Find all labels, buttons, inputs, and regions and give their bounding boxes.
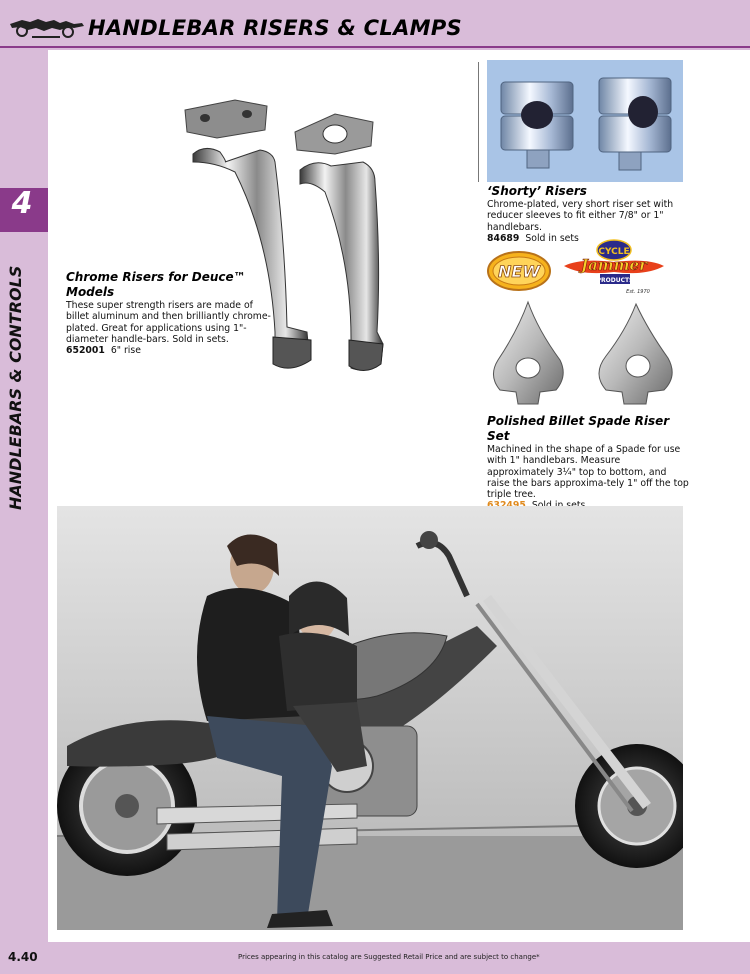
- brand-est-text: Est. 1970: [626, 289, 650, 295]
- shorty-risers-title: ‘Shorty’ Risers: [487, 184, 587, 198]
- shorty-risers-description: Chrome-plated, very short riser set with reducer sleeves to fit either 7/8" or 1" handlebars.: [487, 199, 674, 233]
- shorty-risers-sku-note: Sold in sets: [525, 232, 579, 244]
- page-title: HANDLEBAR RISERS & CLAMPS: [88, 16, 462, 40]
- chrome-risers-sku-note: 6" rise: [110, 345, 141, 357]
- spade-riser-info: [487, 414, 689, 512]
- cycle-jammer-logo: [560, 236, 668, 296]
- page-number: 4.40: [8, 950, 38, 964]
- chrome-risers-sku: 652001: [66, 345, 105, 357]
- section-title: HANDLEBARS & CONTROLS: [6, 265, 25, 510]
- footer-note: Prices appearing in this catalog are Suggested Retail Price and are subject to change*: [238, 953, 540, 961]
- motorcycle-silhouette-icon: [8, 10, 86, 42]
- chapter-number: 4: [11, 186, 33, 221]
- shorty-risers-sku: 84689: [487, 232, 520, 244]
- spade-riser-description: Machined in the shape of a Spade for use with 1" handlebars. Measure approximately 3¼" top to bottom, and raise the bars approxima-tely 1" off the top triple tree.: [487, 444, 689, 501]
- chrome-risers-info: [66, 270, 278, 356]
- chrome-risers-description: These super strength risers are made of billet aluminum and then brilliantly chrome-plated. Great for applications using 1"-diameter handle-bars. Sold in sets.: [66, 300, 271, 345]
- spade-risers-photo: [488, 300, 688, 412]
- brand-cycle-text: CYCLE: [598, 247, 630, 257]
- column-divider: [478, 62, 479, 182]
- spade-riser-title: Polished Billet Spade Riser Set: [487, 414, 670, 443]
- motorcycle-photo: [57, 506, 683, 930]
- new-badge-text: NEW: [498, 262, 540, 281]
- brand-products-text: PRODUCTS: [596, 277, 634, 284]
- new-badge: [486, 250, 552, 292]
- chrome-risers-title: Chrome Risers for Deuce™ Models: [66, 270, 246, 299]
- brand-jammer-text: Jammer: [580, 256, 648, 274]
- shorty-risers-photo: [487, 60, 683, 182]
- page-header: [0, 0, 750, 48]
